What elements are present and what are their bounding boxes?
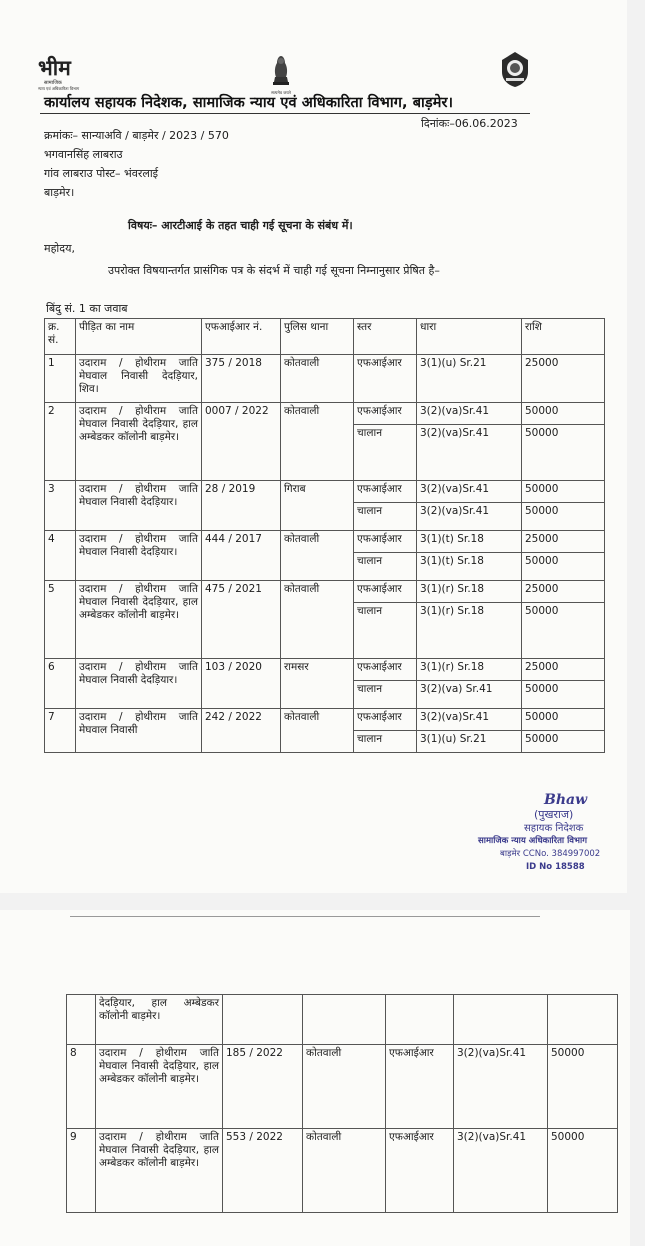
table-row — [45, 709, 605, 731]
amount-cell: 50000 — [522, 709, 605, 731]
fir-cell: 242 / 2022 — [202, 709, 281, 753]
fir-cell — [223, 995, 303, 1045]
serial-cell: 1 — [45, 355, 76, 403]
letter-date: दिनांकः–06.06.2023 — [421, 117, 518, 130]
station-cell: गिराब — [281, 481, 354, 531]
fold-line — [70, 916, 540, 917]
letter-page-2 — [0, 910, 630, 1246]
signatory-name: (पुखराज) — [534, 808, 574, 821]
amount-cell: 25000 — [522, 355, 605, 403]
section-cell: 3(2)(va) Sr.41 — [417, 681, 522, 709]
level-cell: एफआईआर — [354, 659, 417, 681]
section-cell: 3(1)(r) Sr.18 — [417, 581, 522, 603]
point-heading: बिंदु सं. 1 का जवाब — [46, 302, 128, 315]
level-cell: एफआईआर — [386, 1129, 454, 1213]
fir-cell: 28 / 2019 — [202, 481, 281, 531]
amount-cell: 25000 — [522, 659, 605, 681]
recipient-city: बाड़मेर। — [44, 186, 75, 199]
level-cell: एफआईआर — [354, 355, 417, 403]
station-cell — [303, 995, 386, 1045]
amount-cell: 50000 — [522, 481, 605, 503]
amount-cell: 50000 — [548, 1045, 618, 1129]
victim-name-cell: उदाराम / होथीराम जाति मेघवाल निवासी देदड़ियार। — [76, 481, 202, 531]
section-cell: 3(1)(t) Sr.18 — [417, 553, 522, 581]
victim-name-cell: देदड़ियार, हाल अम्बेडकर कॉलोनी बाड़मेर। — [96, 995, 223, 1045]
signature-scribble: Bhaw — [544, 792, 588, 808]
amount-cell: 50000 — [522, 403, 605, 425]
serial-cell: 9 — [67, 1129, 96, 1213]
station-cell: कोतवाली — [303, 1129, 386, 1213]
victim-name-cell: उदाराम / होथीराम जाति मेघवाल निवासी — [76, 709, 202, 753]
level-cell: एफआईआर — [354, 531, 417, 553]
serial-cell: 6 — [45, 659, 76, 709]
fir-cell: 375 / 2018 — [202, 355, 281, 403]
serial-cell — [67, 995, 96, 1045]
signatory-designation: सहायक निदेशक — [524, 823, 584, 834]
section-cell: 3(1)(t) Sr.18 — [417, 531, 522, 553]
level-cell: चालान — [354, 425, 417, 481]
compensation-table — [44, 318, 605, 753]
table-row — [67, 1045, 618, 1129]
level-cell: चालान — [354, 731, 417, 753]
table-row — [45, 659, 605, 681]
section-cell: 3(2)(va)Sr.41 — [417, 425, 522, 481]
amount-cell: 50000 — [522, 553, 605, 581]
seal-icon — [498, 50, 532, 88]
victim-name-cell: उदाराम / होथीराम जाति मेघवाल निवासी देदड़ियार, हाल अम्बेडकर कॉलोनी बाड़मेर। — [96, 1045, 223, 1129]
serial-cell: 3 — [45, 481, 76, 531]
table-row — [45, 481, 605, 503]
department-seal — [498, 50, 532, 88]
victim-name-cell: उदाराम / होथीराम जाति मेघवाल निवासी देदड़ियार, हाल अम्बेडकर कॉलोनी बाड़मेर। — [96, 1129, 223, 1213]
section-cell: 3(1)(r) Sr.18 — [417, 659, 522, 681]
signature-block — [470, 792, 630, 874]
header-rule — [40, 113, 530, 114]
station-cell: कोतवाली — [281, 355, 354, 403]
station-cell: कोतवाली — [281, 581, 354, 659]
fir-cell: 553 / 2022 — [223, 1129, 303, 1213]
amount-cell: 50000 — [522, 681, 605, 709]
station-cell: रामसर — [281, 659, 354, 709]
amount-cell: 50000 — [522, 425, 605, 481]
victim-name-cell: उदाराम / होथीराम जाति मेघवाल निवासी देदड़ियार, हाल अम्बेडकर कॉलोनी बाड़मेर। — [76, 403, 202, 481]
level-cell: एफआईआर — [354, 403, 417, 425]
header-cell: राशि — [522, 319, 605, 355]
section-cell: 3(2)(va)Sr.41 — [454, 1045, 548, 1129]
level-cell: एफआईआर — [354, 481, 417, 503]
section-cell: 3(1)(u) Sr.21 — [417, 731, 522, 753]
level-cell: चालान — [354, 603, 417, 659]
fir-cell: 103 / 2020 — [202, 659, 281, 709]
state-emblem: सत्यमेव जयते — [268, 52, 294, 94]
station-cell: कोतवाली — [281, 403, 354, 481]
amount-cell: 50000 — [522, 731, 605, 753]
station-cell: कोतवाली — [303, 1045, 386, 1129]
victim-name-cell: उदाराम / होथीराम जाति मेघवाल निवासी देदड़ियार। — [76, 531, 202, 581]
section-cell: 3(2)(va)Sr.41 — [454, 1129, 548, 1213]
table-header-row — [45, 319, 605, 355]
reference-number: क्रमांकः– सान्याअवि / बाड़मेर / 2023 / 570 — [44, 129, 229, 142]
victim-name-cell: उदाराम / होथीराम जाति मेघवाल निवासी देदड़ियार। — [76, 659, 202, 709]
signatory-department: सामाजिक न्याय अधिकारिता विभाग — [478, 836, 587, 846]
level-cell: एफआईआर — [354, 581, 417, 603]
section-cell: 3(2)(va)Sr.41 — [417, 481, 522, 503]
section-cell: 3(2)(va)Sr.41 — [417, 709, 522, 731]
table-row — [67, 1129, 618, 1213]
amount-cell: 50000 — [522, 603, 605, 659]
amount-cell — [548, 995, 618, 1045]
victim-name-cell: उदाराम / होथीराम जाति मेघवाल निवासी देदड़ियार, हाल अम्बेडकर कॉलोनी बाड़मेर। — [76, 581, 202, 659]
section-cell: 3(1)(r) Sr.18 — [417, 603, 522, 659]
header-cell: पीड़ित का नाम — [76, 319, 202, 355]
signatory-id: ID No 18588 — [526, 862, 585, 872]
level-cell: एफआईआर — [386, 1045, 454, 1129]
office-name: कार्यालय सहायक निदेशक, सामाजिक न्याय एवं अधिकारिता विभाग, बाड़मेर। — [44, 95, 454, 111]
serial-cell: 4 — [45, 531, 76, 581]
section-cell — [454, 995, 548, 1045]
subject-line: विषयः– आरटीआई के तहत चाही गई सूचना के संबंध में। — [128, 219, 353, 232]
amount-cell: 50000 — [522, 503, 605, 531]
fir-cell: 0007 / 2022 — [202, 403, 281, 481]
recipient-address: गांव लाबराउ पोस्ट– भंवरलाई — [44, 167, 159, 180]
lion-capital-icon — [268, 52, 294, 86]
victim-name-cell: उदाराम / होथीराम जाति मेघवाल निवासी देदड़ियार, शिव। — [76, 355, 202, 403]
table-row — [45, 355, 605, 403]
compensation-table-continued — [66, 994, 618, 1213]
table-row — [45, 403, 605, 425]
level-cell: चालान — [354, 681, 417, 709]
section-cell: 3(2)(va)Sr.41 — [417, 403, 522, 425]
table-row — [67, 995, 618, 1045]
serial-cell: 2 — [45, 403, 76, 481]
body-text: उपरोक्त विषयान्तर्गत प्रासंगिक पत्र के संदर्भ में चाही गई सूचना निम्नानुसार प्रेषित है– — [108, 264, 440, 277]
serial-cell: 5 — [45, 581, 76, 659]
signatory-office-cc: बाड़मेर CCNo. 384997002 — [500, 849, 601, 859]
level-cell: चालान — [354, 503, 417, 531]
table-row — [45, 581, 605, 603]
section-cell: 3(2)(va)Sr.41 — [417, 503, 522, 531]
table-row — [45, 531, 605, 553]
bhim-logo: भीम सामाजिक न्याय एवं अधिकारिता विभाग — [38, 55, 80, 91]
serial-cell: 8 — [67, 1045, 96, 1129]
header-cell: स्तर — [354, 319, 417, 355]
amount-cell: 25000 — [522, 531, 605, 553]
amount-cell: 50000 — [548, 1129, 618, 1213]
level-cell: चालान — [354, 553, 417, 581]
fir-cell: 185 / 2022 — [223, 1045, 303, 1129]
amount-cell: 25000 — [522, 581, 605, 603]
level-cell — [386, 995, 454, 1045]
header-cell: धारा — [417, 319, 522, 355]
fir-cell: 444 / 2017 — [202, 531, 281, 581]
station-cell: कोतवाली — [281, 709, 354, 753]
header-cell: क्र. सं. — [45, 319, 76, 355]
section-cell: 3(1)(u) Sr.21 — [417, 355, 522, 403]
fir-cell: 475 / 2021 — [202, 581, 281, 659]
salutation: महोदय, — [44, 242, 75, 255]
level-cell: एफआईआर — [354, 709, 417, 731]
serial-cell: 7 — [45, 709, 76, 753]
station-cell: कोतवाली — [281, 531, 354, 581]
header-cell: पुलिस थाना — [281, 319, 354, 355]
recipient-name: भगवानसिंह लाबराउ — [44, 148, 123, 161]
header-cell: एफआईआर नं. — [202, 319, 281, 355]
